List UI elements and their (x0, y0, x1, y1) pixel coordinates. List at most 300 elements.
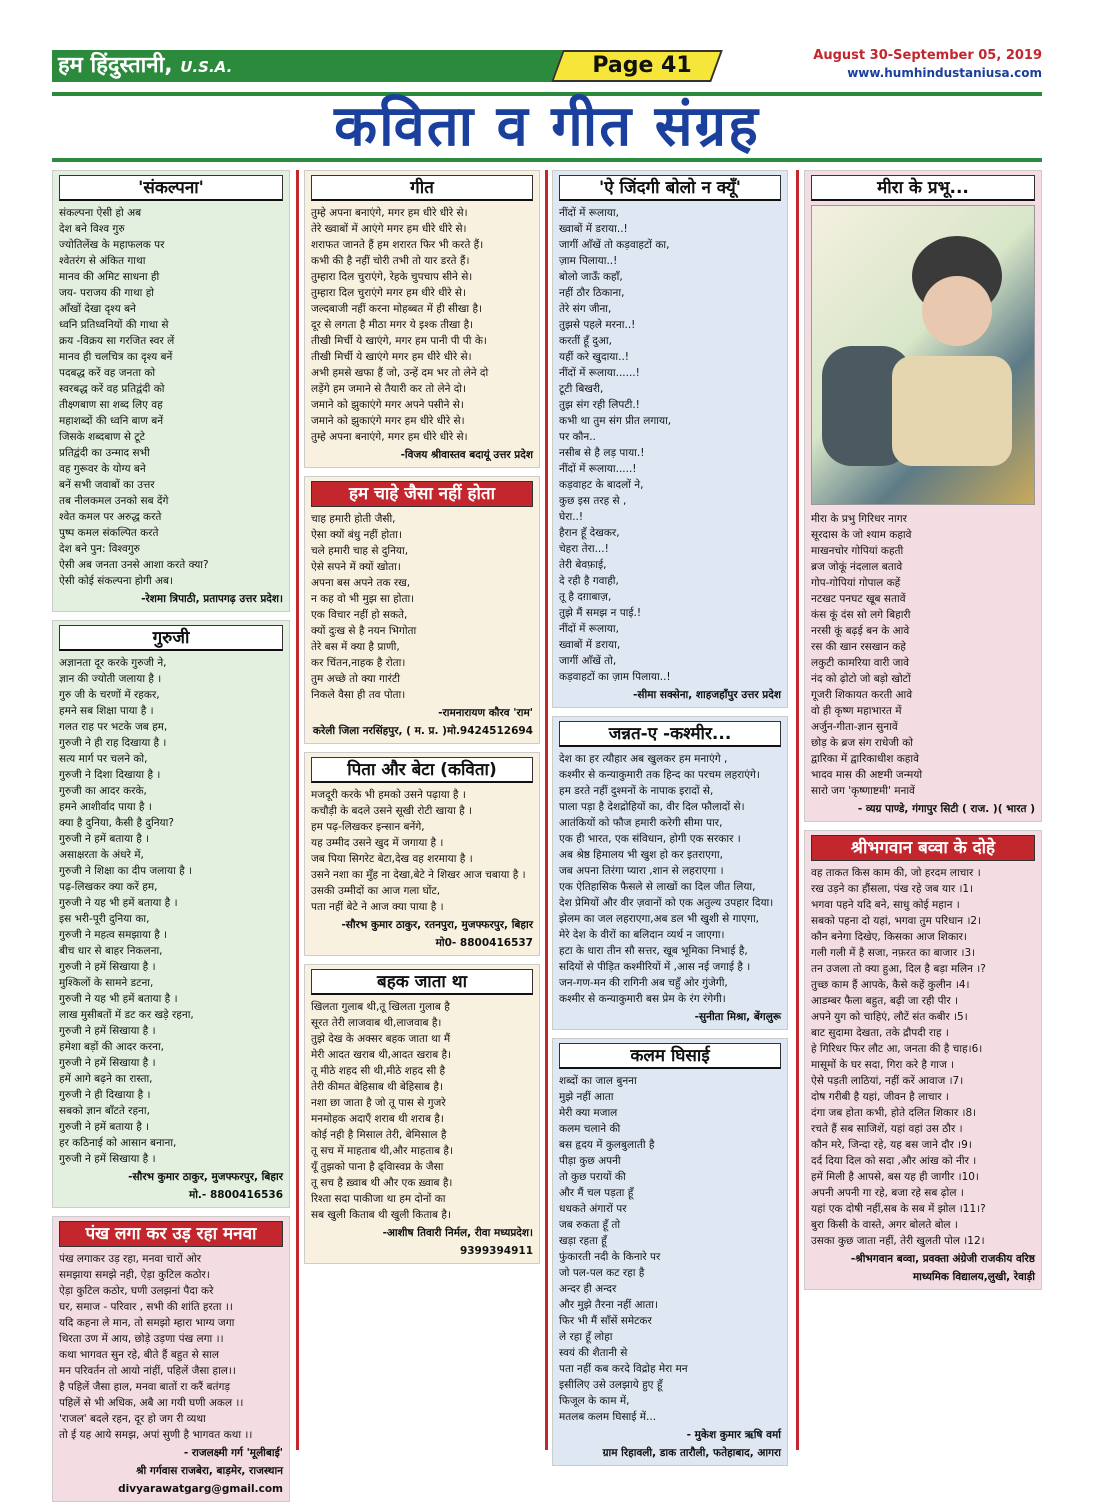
poem-line: गोप-गोपियां गोपाल कहें (811, 577, 901, 589)
poem-line: ध्वनि प्रतिध्वनियों की गाथा से (59, 319, 169, 331)
poem-pankh (52, 1216, 290, 1502)
poem-line: ज़ाम पिलाया..! (559, 255, 618, 267)
poem-line: ब्रज जोकूं नंदलाल बतावे (811, 561, 903, 573)
poem-line: उसने नशा का मुँह ना देखा,बेटे ने शिखर आज चबाया है । (311, 869, 526, 881)
poem-line: घर, समाज - परिवार , सभी की शांति हरता ।। (59, 1301, 233, 1313)
page-number: Page 41 (592, 53, 692, 78)
poem-line: सदियों से पीड़ित कश्मीरियों में ,आस नई जगाई है । (559, 961, 751, 973)
poem-body (559, 1073, 781, 1425)
page-header (52, 50, 1042, 84)
poem-line: ज्ञान की ज्योती जलाया है । (59, 673, 162, 685)
poem-line: जागीं आँखें तो, (559, 655, 617, 667)
poem-credit: - मुकेश कुमार ऋषि वर्मा (686, 1429, 781, 1441)
poem-line: गुरुजी ने हमें बताया है । (59, 1121, 150, 1133)
poem-line: न कह वो भी मुझ सा होता। (311, 593, 415, 605)
poem-line: क्रय -विक्रय सा गरजित स्वर लें (59, 335, 175, 347)
poem-line: गुरुजी ने हमें सिखाया है । (59, 1057, 156, 1069)
poem-line: दे रही है गवाही, (559, 575, 619, 587)
poem-credit: -रामनारायण कौरव 'राम' (438, 707, 533, 719)
poem-line: फुंकारती नदी के किनारे पर (559, 1251, 661, 1263)
poem-line: दर्द दिया दिल को सदा ,और आंख को नीर । (811, 1155, 977, 1167)
poem-line: छोड़ के ब्रज संग राधेजी को (811, 737, 914, 749)
poem-line: गुरुजी ने ही दिखाया है । (59, 1089, 151, 1101)
poem-line: भगवा पहने यदि बने, साधु कोई महान । (811, 899, 960, 911)
poem-line: और मुझे तैरना नहीं आता। (559, 1299, 658, 1311)
poem-line: नींदों में रूलाया, (559, 623, 619, 635)
poem-line: यदि कहना ले मान, तो समझो म्हारा भाग्य जगा (59, 1317, 235, 1329)
poem-credit-place: करेली जिला नरसिंहपुर, ( म. प्र. )मो.9424512694 (312, 725, 533, 737)
poem-line: स्वयं की शैतानी से (559, 1347, 628, 1359)
poem-line: एक ही भारत, एक संविधान, होगी एक सरकार । (559, 833, 741, 845)
poem-line: रख उड़ने का हौंसला, पंख रहे जब यार ।1। (811, 883, 974, 895)
poem-credit: -विजय श्रीवास्तव बदायूं उत्तर प्रदेश (400, 449, 533, 461)
poem-line: पता नहीं कब करदे विद्रोह मेरा मन (559, 1363, 688, 1375)
poem-line: जल्दबाजी नहीं करना मोहब्बत में ही सीखा है। (311, 303, 483, 315)
poem-line: दंगा जब होता कभी, होते दलित शिकार ।8। (811, 1107, 977, 1119)
poem-line: चेहरा तेरा...! (559, 543, 609, 555)
poem-line: घेरा..! (559, 511, 584, 523)
poem-line: कश्मीर से कन्याकुमारी बस प्रेम के रंग रंगेगी। (559, 993, 726, 1005)
poem-line: ऐसे सपने में क्यों खोता। (311, 561, 401, 573)
poem-body (811, 865, 1035, 1249)
poem-line: तीखी मिर्ची ये खाएंगे, मगर हम पानी पी पी के। (311, 335, 487, 347)
poem-title: 'ऐ जिंदगी बोलो न क्यूँ' (559, 175, 781, 201)
poem-line: जागीं आँखें तो कड़वाहटों का, (559, 239, 670, 251)
column-1 (52, 170, 290, 1510)
poem-line: यहीं करे खुदाया..! (559, 351, 629, 363)
website-url[interactable]: www.humhindustaniusa.com (847, 66, 1042, 80)
poem-title: पंख लगा कर उड़ रहा मनवा (59, 1221, 283, 1247)
poem-line: कुछ इस तरह से , (559, 495, 627, 507)
poem-line: माखनचोर गोपियां कहती (811, 545, 904, 557)
poem-kalam (552, 1038, 788, 1466)
poem-line: कश्मीर से कन्याकुमारी तक हिन्द का परचम लहराएंगे। (559, 769, 760, 781)
poem-line: गली गली में है सजा, नफ़रत का बाजार ।3। (811, 947, 976, 959)
poem-line: पदबद्ध करें वह जनता को (59, 367, 156, 379)
poem-line: तो ई यह आये समझ, अपां सुणी है भागवत कथा ।। (59, 1429, 253, 1441)
poem-body (311, 511, 533, 703)
poem-title: गीत (311, 175, 533, 201)
poem-line: मनमोहक अदाएँ शराब थी शराब है। (311, 1113, 444, 1125)
poem-line: गुरुजी का आदर करके, (59, 785, 147, 797)
poem-line: पाला पड़ा है देशद्रोहियों का, वीर दिल फौलादों से। (559, 801, 745, 813)
poem-line: संकल्पना ऐसी हो अब (59, 207, 142, 219)
poem-line: मीरा के प्रभु गिरिधर नागर (811, 513, 907, 525)
poem-line: गुरु जी के चरणों में रहकर, (59, 689, 160, 701)
poem-title: पिता और बेटा (कविता) (311, 757, 533, 783)
column-4 (804, 170, 1042, 1298)
poem-line: कड़वाहट के बादलों ने, (559, 479, 644, 491)
poem-line: हमेशा बड़ों की आदर करना, (59, 1041, 165, 1053)
poem-line: कथा भागवत सुन रहे, बीते हैं बहुत से साल (59, 1349, 220, 1361)
poem-body (59, 655, 283, 1167)
poem-line: तुम्हारा दिल चुराएंगे मगर हम धीरे धीरे से। (311, 287, 467, 299)
poem-body (59, 205, 283, 589)
poem-line: हे गिरिधर फिर लौट आ, जनता की है चाह।6। (811, 1043, 983, 1055)
poem-title: बहक जाता था (311, 969, 533, 995)
poem-line: यह उम्मीद उसने खुद में जगाया है । (311, 837, 444, 849)
poem-line: नींदों में रूलाया......! (559, 367, 640, 379)
poem-line: कभी की है नहीं चोरी तभी तो यार डरते हैं। (311, 255, 470, 267)
poem-line: थिरता उण में आय, छोड़े उड़णा पंख लगा ।। (59, 1333, 224, 1345)
poem-title: मीरा के प्रभू... (811, 175, 1035, 201)
poem-line: लड़ेंगे हम जमाने से तैयारी कर तो लेने दो। (311, 383, 467, 395)
poem-credit: -श्रीभगवान बव्वा, प्रवक्ता अंग्रेजी राजकीय वरिष्ठ (850, 1253, 1035, 1265)
poem-line: धधकते अंगारों पर (559, 1203, 627, 1215)
column-divider (296, 170, 299, 1450)
poem-line: पर कौन.. (559, 431, 596, 443)
poem-line: कलम चलाने की (559, 1123, 621, 1135)
poem-credit: - राजलक्ष्मी गर्ग 'मूलीबाई' (183, 1447, 283, 1459)
poem-pita (304, 752, 540, 956)
poem-line: पहिलें से भी अधिक, अबै आ गयी घणी अकल ।। (59, 1397, 244, 1409)
poem-body (311, 999, 533, 1223)
poem-credit-phone: 9399394911 (459, 1245, 533, 1257)
poem-line: पुष्प कमल संकल्पित करते (59, 527, 159, 539)
poem-line: मेरी आदत खराब थी,आदत खराब है। (311, 1049, 452, 1061)
poem-body (311, 787, 533, 915)
poem-credit-place: श्री गर्गवास राजबेरा, बाड़मेर, राजस्थान (136, 1465, 283, 1477)
brand-name: हम हिंदुस्तानी, (58, 53, 173, 78)
poem-title: 'संकल्पना' (59, 175, 283, 201)
poem-line: कोई नही है मिसाल तेरी, बेमिसाल है (311, 1129, 447, 1141)
poem-line: 'राजल' बदले रहन, दूर हो जग री व्यथा (59, 1413, 206, 1425)
poem-line: गुरुजी ने यह भी हमें बताया है । (59, 897, 178, 909)
poem-line: ऐसे पड़ती लाठियां, नहीं करें आवाज ।7। (811, 1075, 964, 1087)
poem-line: अभी हमसे खफा हैं जो, उन्हें दम भर तो लेने दो (311, 367, 489, 379)
poem-line: हमें आगे बढ़ने का रास्ता, (59, 1073, 153, 1085)
poem-line: नरसी कूं बढ़ई बन के आवे (811, 625, 910, 637)
poem-credit-phone: मो0- 8800416537 (435, 937, 533, 949)
poem-line: क्यों दुःख से है नयन भिगोता (311, 625, 417, 637)
poem-line: प्रतिद्वंदी का उन्माद सभी (59, 447, 150, 459)
poem-line: गुरुजी ने दिशा दिखाया है । (59, 769, 161, 781)
poem-line: मुझे नहीं आता (559, 1091, 614, 1103)
poem-line: नींदों में रूलाया.....! (559, 463, 637, 475)
poem-line: गुरुजी ने हमें सिखाया है । (59, 1153, 156, 1165)
poem-line: दूर से लगता है मीठा मगर ये इश्क तीखा है। (311, 319, 474, 331)
poem-line: नशा छा जाता है जो तू पास से गुजरे (311, 1097, 446, 1109)
poem-line: शब्दों का जाल बुनना (559, 1075, 637, 1087)
poem-credit-phone: मो.- 8800416536 (188, 1189, 283, 1201)
poem-line: अपने युग को चाहिएं, लौटें संत कबीर ।5। (811, 1011, 968, 1023)
poem-line: गुरुजी ने ही राह दिखाया है । (59, 737, 167, 749)
poem-line: सबको ज्ञान बाँटते रहना, (59, 1105, 150, 1117)
poem-line: देश बने विश्व गुरु (59, 223, 125, 235)
poem-line: निकले वैसा ही तव पोता। (311, 689, 406, 701)
poem-line: अर्जुन-गीता-ज्ञान सुनावें (811, 721, 898, 733)
poem-title: जन्नत-ए -कश्मीर... (559, 721, 781, 747)
poem-line: तू है दग़ाबाज़, (559, 591, 612, 603)
poem-line: कौन मरे, जिन्दा रहे, यह बस जाने दौर ।9। (811, 1139, 972, 1151)
poem-line: ऐसी अब जनता उनसे आशा करते क्या? (59, 559, 209, 571)
poem-line: तेरी कीमत बेहिसाब थी बेहिसाब है। (311, 1081, 443, 1093)
poem-line: जय- पराजय की गाथा हो (59, 287, 155, 299)
poem-line: तीक्ष्णबाण सा शब्द लिए वह (59, 399, 163, 411)
poem-chahe (304, 476, 540, 744)
poem-line: जन-गण-मन की रागिनी अब चहुँ ओर गुंजेगी, (559, 977, 728, 989)
poem-line: तेरे बस में क्या है प्राणी, (311, 641, 400, 653)
poem-zindagi (552, 170, 788, 708)
poem-line: नींदों में रूलाया, (559, 207, 619, 219)
poem-line: तीखी मिर्ची ये खाएंगे मगर हम धीरे धीरे से। (311, 351, 472, 363)
poem-line: झेलम का जल लहराएगा,अब डल भी खुशी से गाएगा, (559, 913, 760, 925)
poem-line: दोष गरीबी है यहां, जीवन है लाचार । (811, 1091, 949, 1103)
poem-credit: -सीमा सक्सेना, शाहजहाँपुर उत्तर प्रदेश (633, 689, 781, 701)
poem-credit: -सौरभ कुमार ठाकुर, मुजफ्फरपुर, बिहार (128, 1171, 283, 1183)
poem-line: हर कठिनाई को आसान बनाना, (59, 1137, 177, 1149)
poem-line: ख्वाबों में डराया..! (559, 223, 628, 235)
poem-line: खड़ा रहता हूँ (559, 1235, 607, 1247)
poem-line: जब अपना तिरंगा प्यारा ,शान से लहराएगा । (559, 865, 724, 877)
poem-line: तुम्हे अपना बनाएंगे, मगर हम धीरे धीरे से। (311, 431, 468, 443)
poem-line: पता नहीं बेटे ने आज क्या पाया है । (311, 901, 444, 913)
poem-line: बीच धार से बाहर निकलना, (59, 945, 163, 957)
poem-line: सबको पहना दो यहां, भगवा तुम परिधान ।2। (811, 915, 982, 927)
column-divider (796, 170, 799, 1450)
poem-line: करतीं हूँ दुआ, (559, 335, 612, 347)
poem-line: बाट सुदामा देखता, तके द्रौपदी राह । (811, 1027, 949, 1039)
poem-line: लकुटी कामरिया वारी जावे (811, 657, 910, 669)
poem-credit: -सुनीता मिश्रा, बेंगलुरू (694, 1011, 781, 1023)
poem-line: तेरी बेवफ़ाई, (559, 559, 607, 571)
poem-line: बोलो जाऊँ कहाँ, (559, 271, 623, 283)
poem-geet (304, 170, 540, 468)
poem-line: मेरी क्या मजाल (559, 1107, 618, 1119)
poem-line: कर चिंतन,नाहक है रोता। (311, 657, 406, 669)
poem-line: देश बने पुन: विश्वगुरु (59, 543, 140, 555)
poem-line: उसका कुछ जाता नहीं, तेरी खुलती पोल ।12। (811, 1235, 985, 1247)
issue-date: August 30-September 05, 2019 (813, 48, 1042, 63)
poem-meera (804, 170, 1042, 822)
poem-title: श्रीभगवान बव्वा के दोहे (811, 835, 1035, 861)
poem-line: इस भरी-पूरी दुनिया का, (59, 913, 150, 925)
poem-line: उसकी उम्मीदों का आज गला घोंट, (311, 885, 441, 897)
poem-line: वह गुरूवर के योग्य बने (59, 463, 146, 475)
poem-bahak (304, 964, 540, 1264)
poem-line: तुम अच्छे तो क्या गारंटी (311, 673, 400, 685)
poem-credit-place: माध्यमिक विद्यालय,लुखी, रेवाड़ी (912, 1271, 1035, 1283)
poem-title: कलम घिसाई (559, 1043, 781, 1069)
poem-line: हमने आशीर्वाद पाया है । (59, 801, 152, 813)
poem-kashmir (552, 716, 788, 1030)
face-shape (922, 276, 992, 346)
poem-line: क्या है दुनिया, कैसी है दुनिया? (59, 817, 174, 829)
poem-line: अज्ञानता दूर करके गुरुजी ने, (59, 657, 167, 669)
poem-line: तुझे मैं समझ न पाई.! (559, 607, 642, 619)
krishna-illustration (811, 205, 1035, 505)
poem-line: तुझ संग रही लिपटी.! (559, 399, 640, 411)
poem-line: देश का हर त्यौहार अब खुलकर हम मनाएंगे , (559, 753, 728, 765)
poem-line: तू सच में माहताब थी,और माहताब है। (311, 1145, 453, 1157)
poem-line: लाख मुसीबतों में डट कर खड़े रहना, (59, 1009, 194, 1021)
poem-line: हम डरते नहीं दुश्मनों के नापाक इरादों से, (559, 785, 714, 797)
poem-line: नटखट पनघट खूब सतावें (811, 593, 906, 605)
poem-line: तेरे ख्वाबों में आएंगे मगर हम धीरे धीरे से। (311, 223, 467, 235)
poem-line: हम पढ़-लिखकर इन्सान बनेंगे, (311, 821, 425, 833)
poem-line: मुश्किलों के सामने डटना, (59, 977, 154, 989)
poem-guruji (52, 620, 290, 1208)
poem-line: नसीब से है लड़ पाया.! (559, 447, 645, 459)
poem-line: मानव ही चलचित्र का दृश्य बनें (59, 351, 173, 363)
poem-credit: -रेशमा त्रिपाठी, प्रतापगढ़ उत्तर प्रदेश। (141, 593, 283, 605)
poem-line: जब पिया सिगरेट बेटा,देख वह शरमाया है । (311, 853, 473, 865)
poem-line: एक विचार नहीं हो सकते, (311, 609, 408, 621)
poem-line: मेरे देश के वीरों का बलिदान व्यर्थ न जाएगा। (559, 929, 725, 941)
poem-line: कचौड़ी के बदले उसने सूखी रोटी खाया है । (311, 805, 473, 817)
poem-line: तू मीठे शहद सी थी,मीठे शहद सी है (311, 1065, 446, 1077)
poem-line: गुरुजी ने हमें सिखाया है । (59, 1025, 156, 1037)
poem-line: हमें मिली है आपसे, बस यह ही जागीर ।10। (811, 1171, 979, 1183)
newspaper-brand (52, 50, 572, 82)
poem-line: मजदूरी करके भी हमको उसने पढ़ाया है । (311, 789, 466, 801)
poem-body (59, 1251, 283, 1443)
poem-line: तो कुछ परायों की (559, 1171, 626, 1183)
poem-line: बुरा किसी के वास्ते, अगर बोलते बोल । (811, 1219, 958, 1231)
poem-line: अपनी अपनी गा रहे, बजा रहे सब ढ़ोल । (811, 1187, 964, 1199)
poem-line: आँखों देखा दृश्य बने (59, 303, 136, 315)
poem-line: सब खुली किताब थी खुली किताब है। (311, 1209, 451, 1221)
poem-line: बस हृदय में कुलबुलाती है (559, 1139, 655, 1151)
poem-line: कड़वाहटों का ज़ाम पिलाया..! (559, 671, 671, 683)
poem-line: गुरुजी ने हमें सिखाया है । (59, 961, 156, 973)
poem-title: गुरुजी (59, 625, 283, 651)
poem-line: चाह हमारी होती जैसी, (311, 513, 396, 525)
poem-line: ऐसा क्यों बंधु नहीं होता। (311, 529, 402, 541)
poem-line: कंस कूं दंस सो लगे बिहारी (811, 609, 911, 621)
poem-line: तुझसे पहले मरना..! (559, 319, 636, 331)
poem-line: सूरदास के जो श्याम कहावे (811, 529, 912, 541)
poem-line: एक ऐतिहासिक फैसले से लाखों का दिल जीत लिया, (559, 881, 756, 893)
poem-line: देश प्रेमियों और वीर ज़वानों को एक अतुल्य उपहार दिया। (559, 897, 774, 909)
poem-line: चले हमारी चाह से दुनिया, (311, 545, 409, 557)
poem-line: तब नीलकमल उनको सब देंगे (59, 495, 169, 507)
column-divider (545, 170, 548, 1450)
poem-line: जब रुकता हूँ तो (559, 1219, 621, 1231)
poem-line: गुरुजी ने यह भी हमें बताया है । (59, 993, 178, 1005)
poem-line: पीड़ा कुछ अपनी (559, 1155, 621, 1167)
poem-line: शराफत जानते हैं हम शरारत फिर भी करते हैं। (311, 239, 484, 251)
poem-line: मतलब कलम घिसाई में... (559, 1411, 657, 1423)
poem-line: आतंकियों को फौज हमारी करेगी सीमा पार, (559, 817, 723, 829)
poem-line: बनें सभी जवाबों का उत्तर (59, 479, 155, 491)
poem-line: ऐड़ा कुटिल कठोर, घणी उलझनां पैदा करे (59, 1285, 214, 1297)
cloth-shape (892, 356, 1012, 466)
poem-line: अब श्रेष्ठ हिमालय भी खुश हो कर इतराएगा, (559, 849, 723, 861)
poem-line: खिलता गुलाब थी,तू खिलता गुलाब है (311, 1001, 450, 1013)
poem-line: जमाने को झुकाएंगे मगर अपने पसीने से। (311, 399, 464, 411)
poem-line: तेरे संग जीना, (559, 303, 612, 315)
poem-line: और मैं चल पड़ता हूँ (559, 1187, 634, 1199)
poem-credit-email[interactable]: divyarawatgarg@gmail.com (118, 1483, 283, 1495)
poem-line: इसीलिए उसे उलझाये हुए हूँ (559, 1379, 663, 1391)
poem-line: पढ़-लिखकर क्या करें हम, (59, 881, 158, 893)
poem-line: सत्य मार्ग पर चलने को, (59, 753, 148, 765)
poem-line: फिजूल के काम में, (559, 1395, 630, 1407)
poem-line: टूटी बिखरी, (559, 383, 604, 395)
poem-line: तू सच है ख़्वाब थी और एक ख़्वाब है। (311, 1177, 453, 1189)
poem-line: पंख लगाकर उड़ रहा, मनवा चारों ओर (59, 1253, 202, 1265)
poem-line: ख्वाबों में डराया, (559, 639, 621, 651)
poem-line: तुम्हारा दिल चुराएंगे, रेहके चुपचाप सीने से। (311, 271, 473, 283)
poem-sankalpana (52, 170, 290, 612)
poem-line: तुम्हे अपना बनाएंगे, मगर हम धीरे धीरे से। (311, 207, 468, 219)
poem-line: वह ताकत किस काम की, जो हरदम लाचार । (811, 867, 981, 879)
poem-body (559, 751, 781, 1007)
poem-line: रिश्ता सदा पाकीजा था हम दोनों का (311, 1193, 446, 1205)
poem-line: नंद को ढ़ोटो जो बड़ो खोटों (811, 673, 911, 685)
poem-line: ऐसी कोई संकल्पना होगी अब। (59, 575, 174, 587)
poem-line: मासूमों के घर सदा, गिरा करे है गाज । (811, 1059, 955, 1071)
poem-line: यहां एक दोषी नहीं,सब के सब में झोल ।11।? (811, 1203, 986, 1215)
poem-line: ले रहा हूँ लोहा (559, 1331, 613, 1343)
poem-dohe (804, 830, 1042, 1290)
poem-line: वो ही कृष्ण महाभारत में (811, 705, 902, 717)
poem-line: भादव मास की अष्टमी जन्मयो (811, 769, 923, 781)
column-3 (552, 170, 788, 1474)
poem-line: हटा के धारा तीन सौ सत्तर, खूब भूमिका निभाई है, (559, 945, 748, 957)
poem-body (811, 511, 1035, 799)
poem-line: रस की खान रसखान कहे (811, 641, 906, 653)
poem-line: ज्योतिलेंख के महाफलक पर (59, 239, 165, 251)
poem-body (559, 205, 781, 685)
poem-line: तुझे देख के अक्सर बहक जाता था मैं (311, 1033, 451, 1045)
poem-line: तुच्छ काम हैं आपके, कैसे कहें कुलीन ।4। (811, 979, 970, 991)
poem-credit-place: ग्राम रिहावली, डाक तारौली, फतेहाबाद, आगरा (602, 1447, 781, 1459)
poem-line: कभी था तुम संग प्रीत लगाया, (559, 415, 672, 427)
poem-line: यूँ तुझको पाना है ढ्विास्वप्न के जैसा (311, 1161, 444, 1173)
poem-line: सूरत तेरी लाजवाब थी,लाजवाब है। (311, 1017, 442, 1029)
poem-line: जमाने को झुकाएंगे मगर हम धीरे धीरे से। (311, 415, 465, 427)
section-banner (52, 92, 1042, 162)
poem-line: श्वेत कमल पर अरुद्ध करते (59, 511, 162, 523)
brand-sub: U.S.A. (180, 58, 233, 76)
poem-line: गुरुजी ने शिक्षा का दीप जलाया है । (59, 865, 193, 877)
poem-line: जिसके शब्दबाण से टूटे (59, 431, 145, 443)
poem-line: फिर भी मैं साँसें समेटकर (559, 1315, 652, 1327)
poem-line: अपना बस अपने तक रख, (311, 577, 411, 589)
poem-title: हम चाहे जैसा नहीं होता (311, 481, 533, 507)
poem-line: सारो जग 'कृष्णाष्टमी' मनावें (811, 785, 915, 797)
poem-line: गलत राह पर भटके जब हम, (59, 721, 168, 733)
poem-line: गुरुजी ने महत्व समझाया है । (59, 929, 168, 941)
poem-line: मन परिवर्तन तो आयो नांहीं, पहिलें जैसा हाल।। (59, 1365, 236, 1377)
poem-line: जो पल-पल कट रहा है (559, 1267, 645, 1279)
poem-credit: -आशीष तिवारी निर्मल, रीवा मध्यप्रदेश। (382, 1227, 533, 1239)
poem-line: हमने सब शिक्षा पाया है । (59, 705, 154, 717)
poem-line: असाक्षरता के अंधरे में, (59, 849, 144, 861)
poem-line: गुरुजी ने हमें बताया है । (59, 833, 150, 845)
poem-line: रचते हैं सब साजिशें, यहां वहां उस ठौर । (811, 1123, 963, 1135)
poem-line: है पहिलें जैसा हाल, मनवा बातों रा करैं बतंगड़ (59, 1381, 230, 1393)
poem-line: नहीं ठौर ठिकाना, (559, 287, 625, 299)
section-title: कविता व गीत संग्रह (334, 94, 760, 159)
poem-line: हैरान हूँ देखकर, (559, 527, 620, 539)
poem-line: स्वरबद्ध करें वह प्रतिद्वंदी को (59, 383, 165, 395)
poem-line: मानव की अमिट साधना ही (59, 271, 160, 283)
poem-line: कौन बनेगा दिखेए, किसका आज शिकार। (811, 931, 967, 943)
poem-line: महाशब्दों की ध्वनि बाण बनें (59, 415, 164, 427)
poem-body (311, 205, 533, 445)
poem-credit: -सौरभ कुमार ठाकुर, रतनपुरा, मुजफ्फरपुर, बिहार (341, 919, 533, 931)
poem-line: अन्दर ही अन्दर (559, 1283, 617, 1295)
column-2 (304, 170, 540, 1272)
poem-line: समझाया समझे नही, ऐड़ा कुटिल कठोर। (59, 1269, 210, 1281)
poem-line: श्वेतरंग से अंकित गाथा (59, 255, 146, 267)
poem-line: आडम्बर फैला बहुत, बढ़ी जा रही पीर । (811, 995, 958, 1007)
poem-line: द्वारिका में द्वारिकाधीश कहावे (811, 753, 919, 765)
poem-line: गूजरी शिकायत करती आवे (811, 689, 913, 701)
